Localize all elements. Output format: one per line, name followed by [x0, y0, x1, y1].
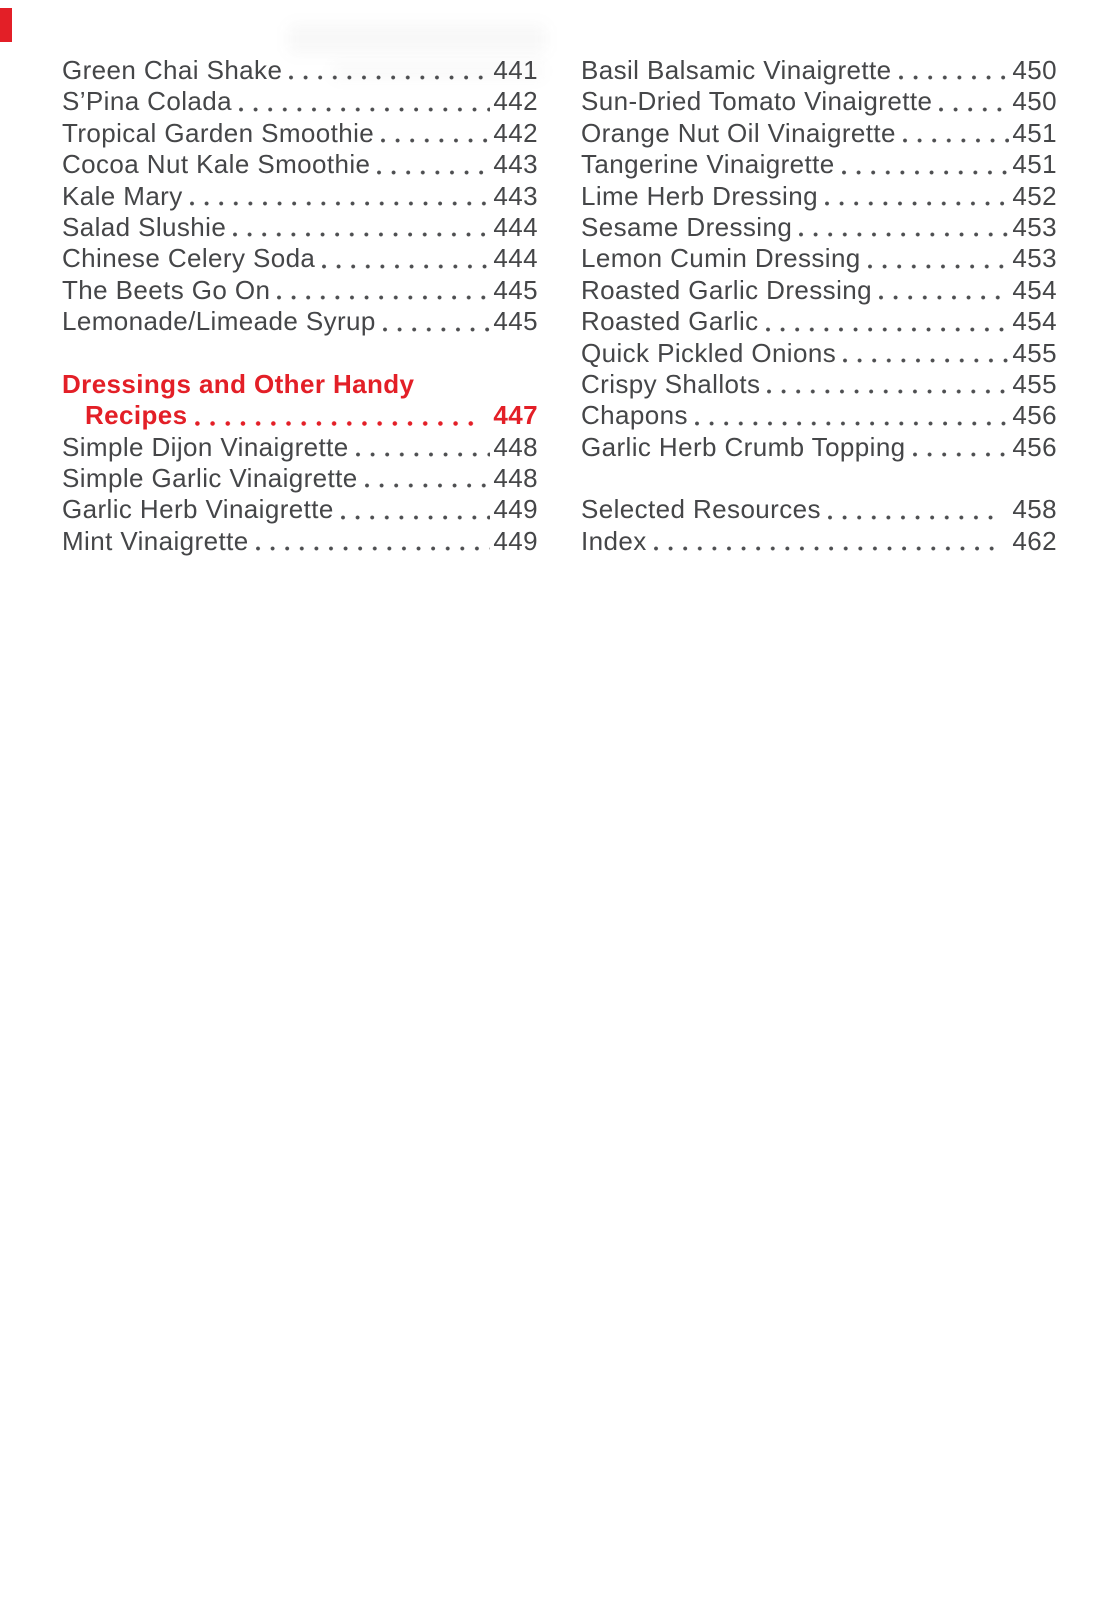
dot-leader — [249, 526, 494, 557]
toc-section — [581, 494, 1057, 557]
toc-entry — [62, 275, 538, 306]
toc-entry — [62, 86, 538, 117]
toc-entry — [62, 526, 538, 557]
section-heading-title: Recipes — [85, 400, 188, 431]
toc-entry-page-number: 445 — [493, 274, 538, 305]
toc-entry-page-number: 445 — [493, 306, 538, 337]
toc-entry — [62, 243, 538, 274]
toc-entry-page-number: 453 — [1012, 243, 1057, 274]
toc-entry-title: Lemon Cumin Dressing — [581, 243, 861, 274]
toc-entry-page-number: 456 — [1012, 400, 1057, 431]
toc-entry — [581, 526, 1057, 557]
toc-entry-page-number: 451 — [1012, 149, 1057, 180]
toc-left-column — [62, 55, 538, 557]
toc-entry — [581, 306, 1057, 337]
red-corner-mark — [0, 8, 12, 42]
toc-entry — [62, 149, 538, 180]
toc-entry-title: Selected Resources — [581, 494, 821, 525]
toc-entry-page-number: 455 — [1012, 337, 1057, 368]
toc-entry — [581, 212, 1057, 243]
dot-leader — [232, 86, 493, 117]
toc-entry — [62, 212, 538, 243]
toc-entry — [62, 181, 538, 212]
toc-entry-page-number: 442 — [493, 117, 538, 148]
toc-entry-title: Chinese Celery Soda — [62, 243, 316, 274]
toc-entry-title: Tropical Garden Smoothie — [62, 117, 375, 148]
toc-entry-page-number: 443 — [493, 149, 538, 180]
toc-entry — [62, 494, 538, 525]
dot-leader — [282, 55, 493, 86]
toc-entry-title: Sun-Dried Tomato Vinaigrette — [581, 86, 933, 117]
dot-leader — [376, 306, 494, 337]
toc-entry — [581, 149, 1057, 180]
toc-section — [62, 55, 538, 338]
toc-entry-title: Simple Dijon Vinaigrette — [62, 431, 349, 462]
toc-section — [62, 369, 538, 432]
toc-entry-title: Crispy Shallots — [581, 368, 761, 399]
dot-leader — [374, 118, 493, 149]
dot-leader — [647, 526, 998, 557]
section-heading-title: Dressings and Other Handy — [62, 368, 415, 399]
dot-leader — [872, 275, 1012, 306]
toc-entry-title: Basil Balsamic Vinaigrette — [581, 55, 892, 85]
toc-entry-title: Lemonade/Limeade Syrup — [62, 306, 376, 337]
dot-leader — [760, 369, 1012, 400]
toc-section — [62, 432, 538, 558]
toc-entry — [581, 118, 1057, 149]
toc-entry-page-number: 458 — [1012, 494, 1057, 525]
toc-section — [581, 55, 1057, 463]
toc-entry-page-number: 448 — [493, 463, 538, 494]
toc-entry-title: Salad Slushie — [62, 211, 227, 242]
section-page-number: 447 — [493, 400, 538, 431]
toc-entry-page-number: 450 — [1012, 86, 1057, 117]
toc-entry-title: Kale Mary — [62, 180, 183, 211]
toc-entry — [581, 432, 1057, 463]
toc-entry-title: Roasted Garlic — [581, 306, 759, 337]
toc-entry-title: Garlic Herb Vinaigrette — [62, 494, 334, 525]
dot-leader — [821, 494, 998, 525]
dot-leader — [334, 494, 494, 525]
dot-leader — [270, 275, 493, 306]
toc-entry-page-number: 454 — [1012, 306, 1057, 337]
dot-leader — [792, 212, 1012, 243]
toc-entry-title: The Beets Go On — [62, 274, 271, 305]
toc-entry — [581, 494, 1057, 525]
toc-entry — [581, 181, 1057, 212]
toc-entry-page-number: 442 — [493, 86, 538, 117]
toc-entry — [62, 306, 538, 337]
toc-entry-title: Mint Vinaigrette — [62, 525, 249, 556]
toc-entry-page-number: 441 — [493, 55, 538, 85]
toc-entry-title: Chapons — [581, 400, 688, 431]
dot-leader — [349, 432, 494, 463]
dot-leader — [315, 243, 493, 274]
toc-entry-title: Tangerine Vinaigrette — [581, 149, 835, 180]
toc-entry-page-number: 449 — [493, 494, 538, 525]
toc-entry — [581, 275, 1057, 306]
toc-entry-page-number: 448 — [493, 431, 538, 462]
toc-entry — [581, 369, 1057, 400]
toc-entry-page-number: 444 — [493, 211, 538, 242]
toc-entry-page-number: 452 — [1012, 180, 1057, 211]
toc-entry — [581, 86, 1057, 117]
toc-entry-title: Simple Garlic Vinaigrette — [62, 463, 358, 494]
dot-leader — [759, 306, 1013, 337]
toc-entry-title: Roasted Garlic Dressing — [581, 274, 872, 305]
toc-entry-title: Quick Pickled Onions — [581, 337, 837, 368]
dot-leader — [188, 400, 479, 431]
dot-leader — [688, 400, 1013, 431]
toc-entry-page-number: 444 — [493, 243, 538, 274]
toc-entry-page-number: 453 — [1012, 211, 1057, 242]
dot-leader — [861, 243, 1013, 274]
toc-entry-page-number: 449 — [493, 525, 538, 556]
toc-entry-page-number: 456 — [1012, 431, 1057, 462]
toc-entry-page-number: 455 — [1012, 368, 1057, 399]
toc-entry-page-number: 454 — [1012, 274, 1057, 305]
dot-leader — [892, 55, 1013, 86]
toc-entry — [581, 55, 1057, 86]
dot-leader — [836, 338, 1012, 369]
toc-entry-page-number: 462 — [1012, 525, 1057, 556]
section-heading-line — [62, 369, 538, 400]
toc-entry-title: Garlic Herb Crumb Topping — [581, 431, 906, 462]
toc-entry-title: Index — [581, 525, 647, 556]
toc-entry — [581, 400, 1057, 431]
dot-leader — [896, 118, 1013, 149]
toc-entry-page-number: 450 — [1012, 55, 1057, 85]
toc-entry — [62, 55, 538, 86]
dot-leader — [358, 463, 494, 494]
page-bleedthrough-artifact — [288, 24, 546, 54]
section-heading-line — [62, 400, 538, 431]
toc-entry — [581, 338, 1057, 369]
toc-entry-page-number: 443 — [493, 180, 538, 211]
toc-entry-title: Lime Herb Dressing — [581, 180, 818, 211]
toc-entry-title: S’Pina Colada — [62, 86, 232, 117]
dot-leader — [226, 212, 493, 243]
dot-leader — [370, 149, 493, 180]
toc-entry-title: Orange Nut Oil Vinaigrette — [581, 117, 896, 148]
toc-entry-title: Green Chai Shake — [62, 55, 283, 85]
toc-entry — [62, 463, 538, 494]
dot-leader — [818, 181, 1012, 212]
dot-leader — [835, 149, 1013, 180]
dot-leader — [932, 86, 1012, 117]
dot-leader — [906, 432, 1013, 463]
dot-leader — [183, 181, 494, 212]
toc-entry — [62, 432, 538, 463]
toc-entry-title: Cocoa Nut Kale Smoothie — [62, 149, 371, 180]
toc-right-column — [581, 55, 1057, 557]
toc-entry-page-number: 451 — [1012, 117, 1057, 148]
toc-entry — [581, 243, 1057, 274]
toc-entry-title: Sesame Dressing — [581, 211, 793, 242]
toc-entry — [62, 118, 538, 149]
